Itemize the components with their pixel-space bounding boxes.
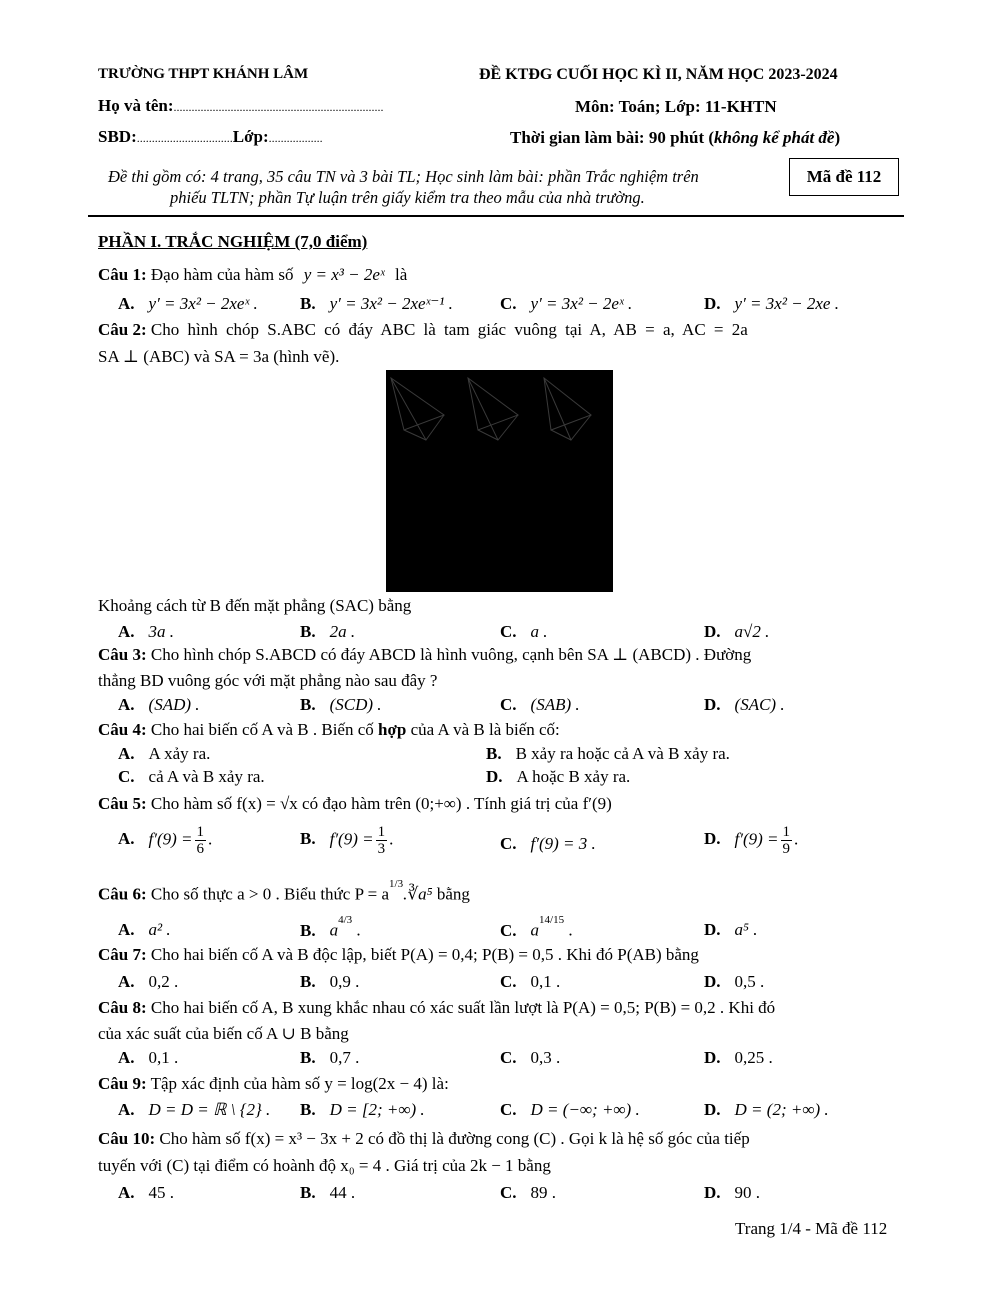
option-label: C. (500, 695, 517, 714)
question-8 (98, 998, 775, 1018)
class-dots: .................. (268, 131, 323, 145)
option-label: C. (500, 1048, 517, 1067)
option-label: B. (300, 1100, 316, 1119)
time-italic: không kể phát đề (714, 128, 835, 147)
option-label: B. (300, 829, 316, 849)
name-dots: ...................................................................... (173, 100, 384, 114)
fraction-denominator: 6 (196, 841, 205, 857)
q2-option-b[interactable] (300, 622, 355, 642)
exponent: 4/3 (338, 914, 353, 926)
q7-option-b[interactable] (300, 972, 359, 992)
option-text: B xảy ra hoặc cả A và B xảy ra. (515, 744, 730, 763)
fraction-numerator: 1 (782, 824, 791, 840)
option-text: 0,1 . (148, 1048, 179, 1067)
question-7 (98, 945, 699, 965)
q4-option-b[interactable] (486, 744, 730, 764)
q9-option-d[interactable] (704, 1100, 829, 1120)
option-label: D. (486, 767, 503, 786)
question-tail: là (394, 265, 408, 284)
option-label: B. (300, 972, 316, 991)
question-10-line2: tuyến với (C) tại điểm có hoành độ x₀ = 4 . Giá trị của 2k − 1 bằng (98, 1156, 551, 1175)
fraction-denominator: 9 (782, 841, 791, 857)
pyramid-figure (386, 370, 613, 592)
option-prefix: f′(9) = (734, 829, 779, 849)
question-8-line2: của xác suất của biến cố A ∪ B bằng (98, 1024, 349, 1043)
question-text: Cho hai biến cố A và B độc lập, biết P(A) = 0,4; P(B) = 0,5 . Khi đó P(AB) bằng (150, 945, 699, 964)
q10-option-a[interactable] (118, 1183, 174, 1203)
option-label: C. (500, 294, 517, 313)
q10-option-c[interactable] (500, 1183, 556, 1203)
option-prefix: f′(9) = (148, 829, 193, 849)
sbd-label: SBD: (98, 127, 137, 146)
option-label: C. (118, 767, 135, 786)
option-label: A. (118, 622, 135, 641)
q5-option-b[interactable]: B. f′(9) = $\frac{1}{3}$ . (300, 824, 394, 857)
q6-option-a[interactable] (118, 920, 171, 940)
option-label: A. (118, 294, 135, 313)
question-label: Câu 2: (98, 320, 147, 339)
q1-option-b[interactable] (300, 294, 453, 314)
option-text: 3a . (148, 622, 175, 641)
pyramid-drawing (386, 370, 613, 592)
question-expr: y = x³ − 2eˣ (303, 265, 385, 284)
option-text: (SAB) . (530, 695, 580, 714)
option-text: 0,3 . (530, 1048, 561, 1067)
option-label: B. (300, 294, 316, 313)
option-text: D = [2; +∞) . (329, 1100, 425, 1119)
option-label: C. (500, 1100, 517, 1119)
option-label: B. (486, 744, 502, 763)
time-bold: Thời gian làm bài: 90 phút ( (510, 128, 715, 147)
q6-option-c[interactable]: C. $a^{14/15}$ . (500, 914, 573, 940)
q8-option-c[interactable] (500, 1048, 560, 1068)
option-label: D. (704, 1100, 721, 1119)
q4-option-c[interactable] (118, 767, 265, 787)
q1-option-c[interactable] (500, 294, 632, 314)
option-text: A xảy ra. (148, 744, 211, 763)
fraction-denominator: 3 (377, 841, 386, 857)
option-base: a (329, 920, 339, 940)
option-label: C. (500, 972, 517, 991)
exponent: 1/3 (389, 878, 404, 890)
q1-option-a[interactable] (118, 294, 258, 314)
option-label: D. (704, 695, 721, 714)
question-text-bold: hợp (378, 720, 407, 739)
option-label: A. (118, 1183, 135, 1202)
option-label: B. (300, 1183, 316, 1202)
class-label: Lớp: (232, 127, 269, 146)
option-text: cả A và B xảy ra. (148, 767, 265, 786)
option-label: D. (704, 294, 721, 313)
question-label: Câu 6: (98, 884, 147, 904)
option-label: D. (704, 1048, 721, 1067)
option-text: (SAD) . (148, 695, 200, 714)
option-text: 0,7 . (329, 1048, 360, 1067)
option-label: A. (118, 920, 135, 939)
q9-option-a[interactable] (118, 1100, 270, 1120)
q5-option-c[interactable] (500, 834, 596, 854)
option-text: D = (2; +∞) . (734, 1100, 829, 1119)
fraction-numerator: 1 (377, 824, 386, 840)
school-name: TRƯỜNG THPT KHÁNH LÂM (98, 66, 309, 82)
option-label: C. (500, 834, 517, 853)
exam-note-line2: phiếu TLTN; phần Tự luận trên giấy kiểm tra theo mẫu của nhà trường. (170, 188, 645, 207)
option-label: C. (500, 622, 517, 641)
q2-option-a[interactable] (118, 622, 174, 642)
sbd-class-field (98, 127, 323, 147)
option-text: 45 . (148, 1183, 175, 1202)
option-text: 44 . (329, 1183, 356, 1202)
sbd-dots: ................................ (136, 131, 233, 145)
q8-option-b[interactable] (300, 1048, 359, 1068)
option-text: 0,25 . (734, 1048, 773, 1067)
q2-option-d[interactable] (704, 622, 769, 642)
question-5 (98, 794, 612, 814)
question-text-post: bằng (432, 884, 470, 904)
exponent: 14/15 (539, 914, 565, 926)
exam-code-box (789, 158, 899, 196)
q9-option-b[interactable] (300, 1100, 425, 1120)
question-text: Đạo hàm của hàm số (150, 265, 294, 284)
option-base: a (530, 920, 540, 940)
question-text: Tập xác định của hàm số y = log(2x − 4) là: (150, 1074, 449, 1093)
fraction (781, 824, 793, 857)
question-label: Câu 1: (98, 265, 147, 284)
question-label: Câu 3: (98, 645, 147, 664)
option-label: B. (300, 920, 316, 940)
question-text-pre: Cho hai biến cố A và B . Biến cố (150, 720, 379, 739)
time-end: ) (834, 128, 841, 147)
page-footer: Trang 1/4 - Mã đề 112 (735, 1219, 888, 1238)
option-label: A. (118, 972, 135, 991)
option-label: B. (300, 695, 316, 714)
exam-code: Mã đề 112 (806, 167, 882, 186)
option-label: A. (118, 1100, 135, 1119)
q5-option-d[interactable]: D. f′(9) = $\frac{1}{9}$ . (704, 824, 799, 857)
header-divider (88, 215, 904, 217)
q7-option-d[interactable] (704, 972, 764, 992)
question-2 (98, 320, 748, 340)
question-9 (98, 1074, 449, 1094)
question-text: Cho hai biến cố A, B xung khắc nhau có xác suất lần lượt là P(A) = 0,5; P(B) = 0,2 . Khi đó (150, 998, 776, 1017)
question-text: Cho hàm số f(x) = √x có đạo hàm trên (0;+∞) . Tính giá trị của f′(9) (150, 794, 612, 813)
question-text-pre: Cho số thực a > 0 . Biểu thức P = a (150, 884, 390, 904)
option-label: C. (500, 920, 517, 940)
question-label: Câu 10: (98, 1129, 156, 1148)
option-label: B. (300, 1048, 316, 1067)
question-label: Câu 8: (98, 998, 147, 1017)
option-label: A. (118, 744, 135, 763)
exam-title: ĐỀ KTĐG CUỐI HỌC KÌ II, NĂM HỌC 2023-2024 (479, 66, 838, 83)
q1-option-d[interactable] (704, 294, 839, 314)
option-label: B. (300, 622, 316, 641)
option-text: a . (530, 622, 548, 641)
option-text: (SCD) . (329, 695, 382, 714)
q3-option-a[interactable] (118, 695, 200, 715)
question-text: Cho hàm số f(x) = x³ − 3x + 2 có đồ thị là đường cong (C) . Gọi k là hệ số góc của tiếp (159, 1129, 750, 1148)
option-text: 2a . (329, 622, 356, 641)
q3-option-b[interactable] (300, 695, 382, 715)
question-text-post: của A và B là biến cố: (406, 720, 560, 739)
fraction (376, 824, 388, 857)
section-title: PHẦN I. TRẮC NGHIỆM (7,0 điểm) (98, 232, 368, 251)
option-text: y′ = 3x² − 2eˣ . (530, 294, 633, 313)
question-2-line2: SA ⊥ (ABC) và SA = 3a (hình vẽ). (98, 347, 340, 366)
option-text: 89 . (530, 1183, 557, 1202)
option-text: a² . (148, 920, 171, 939)
fraction-numerator: 1 (196, 824, 205, 840)
option-label: A. (118, 695, 135, 714)
q3-option-c[interactable] (500, 695, 580, 715)
option-text: f′(9) = 3 . (530, 834, 596, 853)
question-3 (98, 645, 751, 665)
question-2-line3: Khoảng cách từ B đến mặt phẳng (SAC) bằng (98, 596, 412, 615)
q6-option-d[interactable] (704, 920, 757, 940)
option-label: D. (704, 920, 721, 939)
option-label: A. (118, 829, 135, 849)
question-label: Câu 4: (98, 720, 147, 739)
option-text: a√2 . (734, 622, 770, 641)
question-4 (98, 720, 560, 740)
option-label: C. (500, 1183, 517, 1202)
question-6 (98, 878, 470, 905)
option-text: 0,1 . (530, 972, 561, 991)
option-text: 0,2 . (148, 972, 179, 991)
option-text: a⁵ . (734, 920, 758, 939)
q7-option-c[interactable] (500, 972, 560, 992)
q8-option-a[interactable] (118, 1048, 178, 1068)
q9-option-c[interactable] (500, 1100, 640, 1120)
q5-option-a[interactable]: A. f′(9) = $\frac{1}{6}$ . (118, 824, 213, 857)
question-label: Câu 9: (98, 1074, 147, 1093)
name-label: Họ và tên: (98, 96, 174, 115)
option-text: A hoặc B xảy ra. (516, 767, 631, 786)
q6-option-b[interactable]: B. $a^{4/3}$ . (300, 914, 361, 940)
q10-option-d[interactable] (704, 1183, 760, 1203)
question-10 (98, 1129, 750, 1149)
option-text: D = (−∞; +∞) . (530, 1100, 640, 1119)
option-text: 0,9 . (329, 972, 360, 991)
q2-option-c[interactable] (500, 622, 548, 642)
question-text-mid: .∛a⁵ (403, 884, 433, 904)
fraction (195, 824, 207, 857)
option-label: A. (118, 1048, 135, 1067)
question-3-line2: thẳng BD vuông góc với mặt phẳng nào sau đây ? (98, 671, 438, 690)
question-label: Câu 7: (98, 945, 147, 964)
option-text: (SAC) . (734, 695, 785, 714)
option-label: D. (704, 1183, 721, 1202)
q4-option-a[interactable] (118, 744, 210, 764)
name-field (98, 96, 384, 116)
question-1 (98, 265, 407, 285)
option-text: y′ = 3x² − 2xe . (734, 294, 839, 313)
option-prefix: f′(9) = (329, 829, 374, 849)
option-text: D = D = ℝ \ {2} . (148, 1100, 271, 1119)
option-text: 0,5 . (734, 972, 765, 991)
q10-option-b[interactable] (300, 1183, 355, 1203)
option-text: 90 . (734, 1183, 761, 1202)
q3-option-d[interactable] (704, 695, 785, 715)
option-text: y′ = 3x² − 2xeˣ . (148, 294, 258, 313)
exam-note-line1: Đề thi gồm có: 4 trang, 35 câu TN và 3 bài TL; Học sinh làm bài: phần Trắc nghiệm trên (108, 167, 699, 186)
time-line (510, 128, 840, 148)
q7-option-a[interactable] (118, 972, 178, 992)
question-label: Câu 5: (98, 794, 147, 813)
option-label: D. (704, 829, 721, 849)
q8-option-d[interactable] (704, 1048, 773, 1068)
question-text: Cho hình chóp S.ABC có đáy ABC là tam giác vuông tại A, AB = a, AC = 2a (150, 320, 748, 339)
option-label: D. (704, 972, 721, 991)
option-text: y′ = 3x² − 2xeˣ⁻¹ . (329, 294, 453, 313)
subject-line: Môn: Toán; Lớp: 11-KHTN (575, 97, 777, 116)
question-text: Cho hình chóp S.ABCD có đáy ABCD là hình vuông, cạnh bên SA ⊥ (ABCD) . Đường (150, 645, 752, 664)
option-label: D. (704, 622, 721, 641)
q4-option-d[interactable] (486, 767, 630, 787)
